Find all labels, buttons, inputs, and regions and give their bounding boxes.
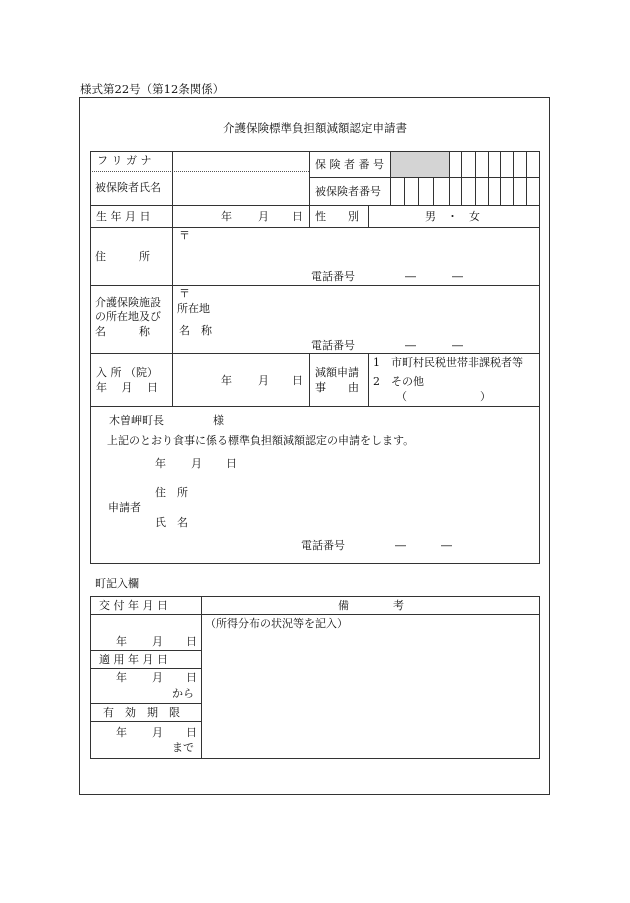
- address-label: 住 所: [95, 250, 150, 263]
- admission-label-2: 年 月 日: [96, 381, 158, 394]
- issue-date-label: 交 付 年 月 日: [99, 599, 168, 612]
- insurer-number-shaded: [391, 152, 449, 177]
- admission-day: 日: [292, 374, 303, 387]
- insurer-number-label: 保 険 者 番 号: [315, 158, 384, 171]
- birth-month: 月: [258, 210, 269, 223]
- apply-year: 年: [116, 671, 127, 684]
- facility-label-1: 介護保険施設: [95, 296, 161, 309]
- application-year: 年: [155, 457, 166, 470]
- birth-year: 年: [221, 210, 232, 223]
- valid-day: 日: [186, 726, 197, 739]
- facility-phone-label: 電話番号: [311, 339, 355, 352]
- admission-label-1: 入 所 （院）: [96, 366, 158, 379]
- valid-until: まで: [172, 741, 194, 754]
- furigana-label: フ リ ガ ナ: [97, 154, 152, 167]
- facility-label-2: の所在地及び: [95, 310, 161, 323]
- address-postal-mark: 〒: [179, 229, 190, 242]
- issue-year: 年: [116, 635, 127, 648]
- application-month: 月: [191, 457, 202, 470]
- office-section-heading: 町記入欄: [95, 577, 139, 590]
- form-title: 介護保険標準負担額減額認定申請書: [223, 121, 407, 135]
- facility-postal-mark: 〒: [179, 287, 190, 300]
- reason-option-2[interactable]: 2 その他: [373, 375, 424, 388]
- facility-location-label: 所在地: [177, 302, 210, 315]
- issue-month: 月: [152, 635, 163, 648]
- application-statement: 上記のとおり食事に係る標準負担額減額認定の申請をします。: [107, 434, 415, 447]
- issue-day: 日: [186, 635, 197, 648]
- apply-month: 月: [152, 671, 163, 684]
- address-phone-sep-2: ―: [452, 270, 463, 283]
- facility-label-3: 名 称: [95, 325, 150, 338]
- valid-period-label: 有 効 期 限: [103, 706, 180, 719]
- reason-option-1[interactable]: 1 市町村民税世帯非課税者等: [373, 356, 523, 369]
- facility-phone-sep-2: ―: [452, 339, 463, 352]
- admission-year: 年: [221, 374, 232, 387]
- addressee-honorific: 様: [213, 414, 224, 427]
- sex-label: 性 別: [315, 210, 359, 223]
- reason-paren-close: ）: [480, 390, 491, 403]
- address-phone-sep-1: ―: [405, 270, 416, 283]
- reason-label-2: 事 由: [315, 381, 359, 394]
- application-day: 日: [226, 457, 237, 470]
- form-number: 様式第22号（第12条関係）: [80, 82, 225, 96]
- valid-year: 年: [116, 726, 127, 739]
- addressee: 木曽岬町長: [109, 414, 164, 427]
- remarks-note: （所得分布の状況等を記入）: [205, 617, 348, 630]
- remarks-label: 備 考: [338, 599, 404, 612]
- apply-date-label: 適 用 年 月 日: [99, 653, 168, 666]
- insured-name-label: 被保険者氏名: [95, 181, 161, 194]
- insured-number-label: 被保険者番号: [315, 185, 381, 198]
- apply-day: 日: [186, 671, 197, 684]
- birth-day: 日: [292, 210, 303, 223]
- applicant-name-label: 氏 名: [155, 516, 188, 529]
- address-phone-label: 電話番号: [311, 270, 355, 283]
- applicant-phone-sep-2: ―: [441, 539, 452, 552]
- birth-date-label: 生 年 月 日: [96, 210, 151, 223]
- facility-name-label: 名 称: [179, 324, 212, 337]
- reason-label-1: 減額申請: [315, 366, 359, 379]
- apply-from: から: [172, 687, 194, 700]
- valid-month: 月: [152, 726, 163, 739]
- admission-month: 月: [258, 374, 269, 387]
- applicant-phone-sep-1: ―: [395, 539, 406, 552]
- sex-value: 男 ・ 女: [425, 210, 480, 223]
- reason-paren-open: （: [396, 390, 407, 403]
- applicant-phone-label: 電話番号: [301, 539, 345, 552]
- applicant-label: 申請者: [108, 501, 141, 514]
- facility-phone-sep-1: ―: [405, 339, 416, 352]
- applicant-address-label: 住 所: [155, 486, 188, 499]
